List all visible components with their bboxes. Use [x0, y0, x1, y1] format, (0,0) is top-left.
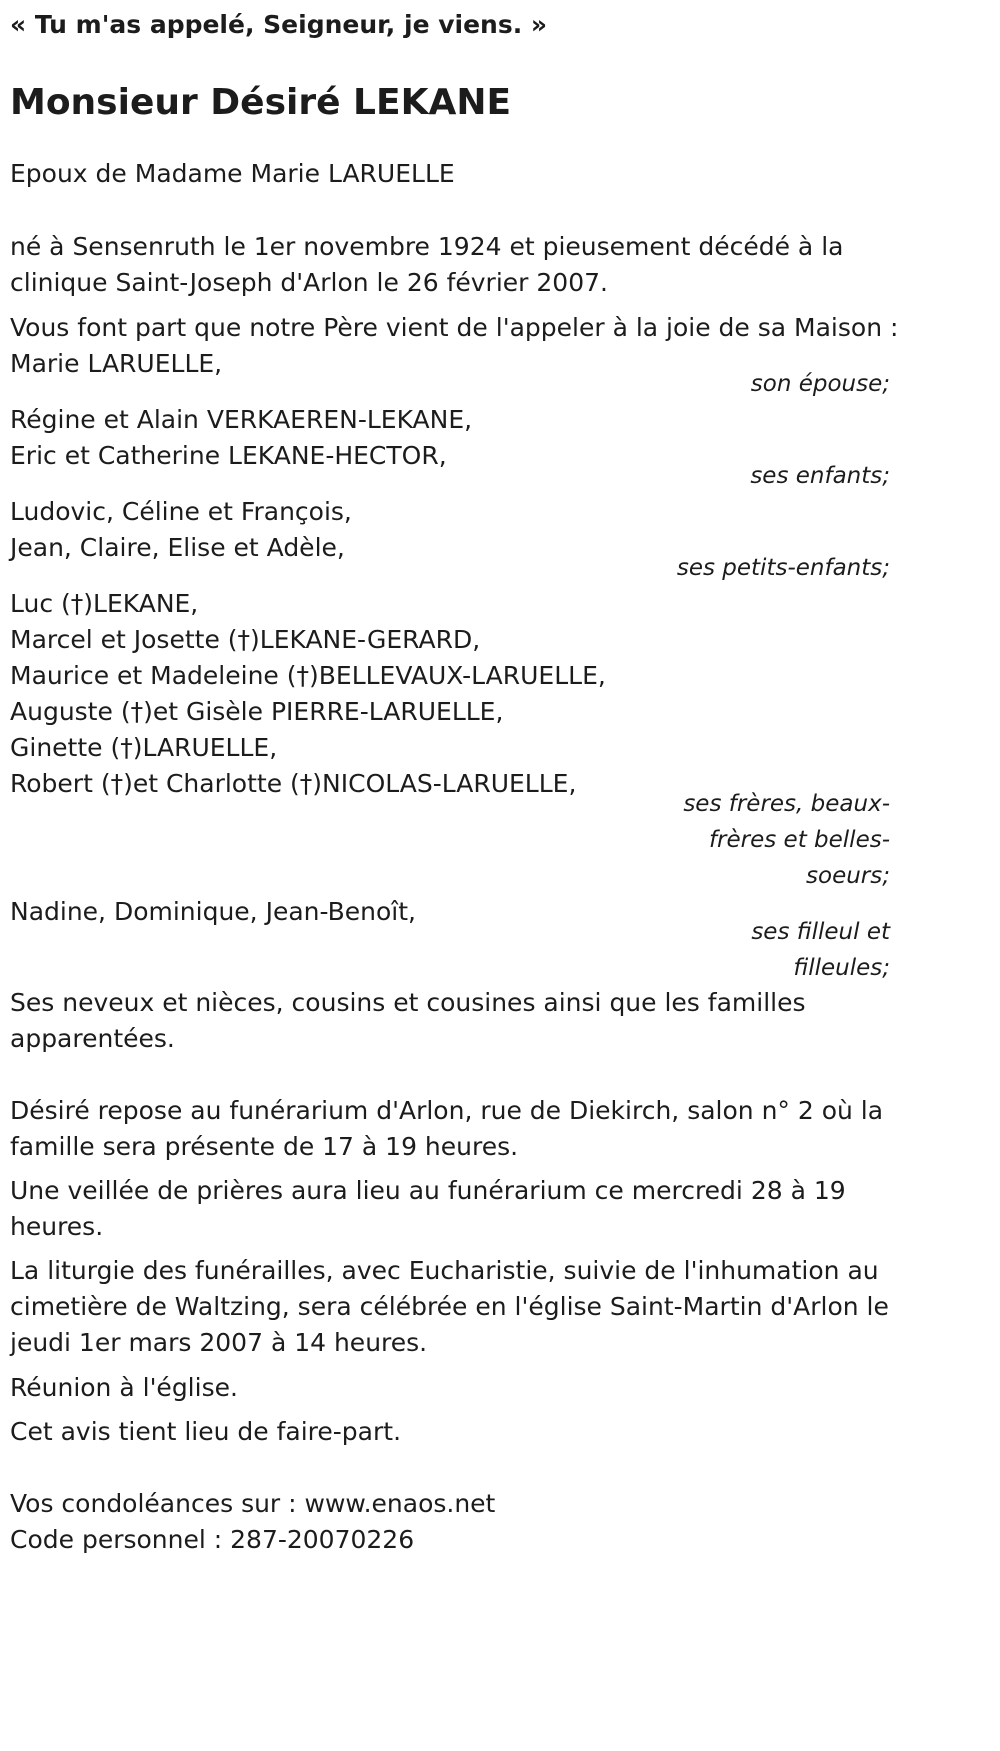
family-role: ses petits-enfants;: [676, 555, 890, 581]
family-name-line: Eric et Catherine LEKANE-HECTOR,: [10, 441, 447, 470]
liturgy-line: jeudi 1er mars 2007 à 14 heures.: [10, 1328, 428, 1357]
family-name-line: Régine et Alain VERKAEREN-LEKANE,: [10, 405, 473, 434]
family-role: ses enfants;: [750, 463, 890, 489]
family-name-line: Luc (†)LEKANE,: [10, 589, 199, 618]
vigil-line: Une veillée de prières aura lieu au funérarium ce mercredi 28 à 19: [10, 1176, 846, 1205]
repose-line: Désiré repose au funérarium d'Arlon, rue de Diekirch, salon n° 2 où la: [10, 1096, 884, 1125]
condolences-line: Vos condoléances sur : www.enaos.net: [10, 1489, 496, 1518]
family-role: ses frères, beaux-: [683, 791, 890, 817]
birth-death-line: né à Sensenruth le 1er novembre 1924 et pieusement décédé à la: [10, 232, 844, 261]
family-role: filleules;: [793, 955, 890, 981]
extended-family-line: Ses neveux et nièces, cousins et cousines ainsi que les familles: [10, 988, 806, 1017]
family-name-line: Ginette (†)LARUELLE,: [10, 733, 278, 762]
meeting-line: Réunion à l'église.: [10, 1373, 238, 1402]
family-name-line: Marie LARUELLE,: [10, 349, 223, 378]
birth-death-line: clinique Saint-Joseph d'Arlon le 26 février 2007.: [10, 268, 608, 297]
family-role: frères et belles-: [708, 827, 890, 853]
family-role: soeurs;: [806, 863, 890, 889]
family-name-line: Ludovic, Céline et François,: [10, 497, 352, 526]
notice-line: Cet avis tient lieu de faire-part.: [10, 1417, 402, 1446]
family-name-line: Maurice et Madeleine (†)BELLEVAUX-LARUELLE,: [10, 661, 606, 690]
family-name-line: Nadine, Dominique, Jean-Benoît,: [10, 897, 416, 926]
family-name-line: Robert (†)et Charlotte (†)NICOLAS-LARUELLE,: [10, 769, 577, 798]
family-role: ses filleul et: [751, 919, 890, 945]
extended-family-line: apparentées.: [10, 1024, 175, 1053]
liturgy-line: La liturgie des funérailles, avec Eucharistie, suivie de l'inhumation au: [10, 1256, 879, 1285]
personal-code-line: Code personnel : 287-20070226: [10, 1525, 415, 1554]
family-name-line: Jean, Claire, Elise et Adèle,: [10, 533, 345, 562]
spouse-line: Epoux de Madame Marie LARUELLE: [10, 159, 455, 188]
liturgy-line: cimetière de Waltzing, sera célébrée en l'église Saint-Martin d'Arlon le: [10, 1292, 889, 1321]
repose-line: famille sera présente de 17 à 19 heures.: [10, 1132, 519, 1161]
deceased-name: Monsieur Désiré LEKANE: [10, 82, 512, 123]
family-name-line: Auguste (†)et Gisèle PIERRE-LARUELLE,: [10, 697, 504, 726]
family-role: son épouse;: [750, 371, 890, 397]
family-name-line: Marcel et Josette (†)LEKANE-GERARD,: [10, 625, 481, 654]
vigil-line: heures.: [10, 1212, 104, 1241]
announcement-line: Vous font part que notre Père vient de l'appeler à la joie de sa Maison :: [10, 313, 899, 342]
epigraph-quote: « Tu m'as appelé, Seigneur, je viens. »: [10, 10, 548, 39]
